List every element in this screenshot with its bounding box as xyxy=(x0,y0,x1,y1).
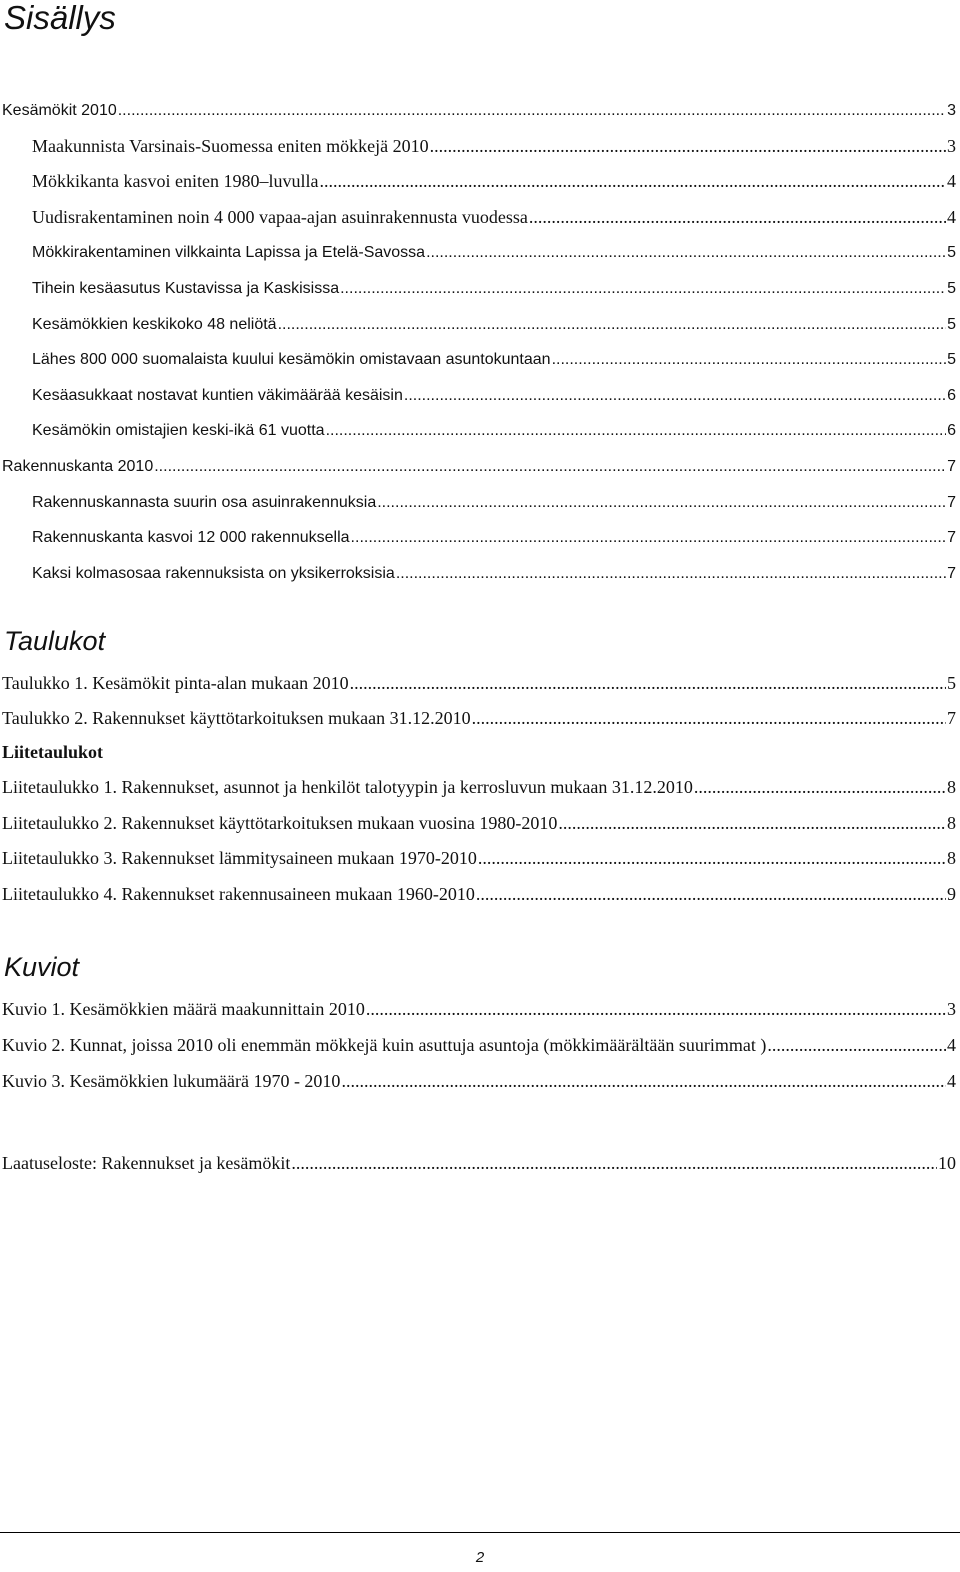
toc-entry[interactable]: Taulukko 2. Rakennukset käyttötarkoituksen mukaan 31.12.2010 ..... 7 xyxy=(0,701,956,736)
toc-entry[interactable]: Kuvio 3. Kesämökkien lukumäärä 1970 - 2010 ..... 4 xyxy=(0,1063,956,1099)
toc-entry[interactable]: Liitetaulukko 4. Rakennukset rakennusaineen mukaan 1960-2010 ..... 9 xyxy=(0,877,956,913)
toc-entry[interactable]: Kuvio 1. Kesämökkien määrä maakunnittain 2010 ..... 3 xyxy=(0,991,956,1027)
toc-entry[interactable]: Taulukko 1. Kesämökit pinta-alan mukaan 2010 ..... 5 xyxy=(0,666,956,701)
toc-entry[interactable]: Mökkikanta kasvoi eniten 1980–luvulla ..... 4 xyxy=(0,164,956,200)
contents-title: Sisällys xyxy=(4,0,116,36)
toc-entry[interactable]: Rakennuskannasta suurin osa asuinrakennuksia ..... 7 xyxy=(0,485,956,521)
toc-entry[interactable]: Laatuseloste: Rakennukset ja kesämökit ..... 10 xyxy=(0,1145,956,1181)
page-number: 2 xyxy=(475,1549,485,1566)
contents-list xyxy=(0,93,956,591)
tables-list xyxy=(0,666,956,736)
appendix-tables-list xyxy=(0,770,956,912)
toc-entry[interactable]: Kesämökkien keskikoko 48 neliötä ..... 5 xyxy=(0,307,956,343)
toc-entry[interactable]: Kaksi kolmasosaa rakennuksista on yksikerroksisia ..... 7 xyxy=(0,556,956,592)
figures-heading: Kuviot xyxy=(4,952,80,982)
toc-entry[interactable]: Maakunnista Varsinais-Suomessa eniten mökkejä 2010 ..... 3 xyxy=(0,129,956,165)
toc-entry[interactable]: Kuvio 2. Kunnat, joissa 2010 oli enemmän mökkejä kuin asuttuja asuntoja (mökkimäärältään suurimmat ) ..... 4 xyxy=(0,1027,956,1063)
toc-entry[interactable]: Kesäasukkaat nostavat kuntien väkimäärää kesäisin ..... 6 xyxy=(0,378,956,414)
toc-entry[interactable]: Lähes 800 000 suomalaista kuului kesämökin omistavaan asuntokuntaan ..... 5 xyxy=(0,342,956,378)
toc-entry[interactable]: Rakennuskanta 2010 ..... 7 xyxy=(0,449,956,485)
appendix-tables-heading: Liitetaulukot xyxy=(2,742,104,762)
toc-entry[interactable]: Kesämökin omistajien keski-ikä 61 vuotta ..... 6 xyxy=(0,413,956,449)
toc-entry[interactable]: Liitetaulukko 2. Rakennukset käyttötarkoituksen mukaan vuosina 1980-2010 ..... 8 xyxy=(0,806,956,842)
toc-entry[interactable]: Liitetaulukko 3. Rakennukset lämmitysaineen mukaan 1970-2010 ..... 8 xyxy=(0,841,956,877)
footer-divider xyxy=(0,1532,960,1533)
quality-list xyxy=(0,1145,956,1181)
tables-heading: Taulukot xyxy=(4,626,106,656)
toc-entry[interactable]: Liitetaulukko 1. Rakennukset, asunnot ja henkilöt talotyypin ja kerrosluvun mukaan 31.12.2010 ..... 8 xyxy=(0,770,956,806)
toc-entry[interactable]: Mökkirakentaminen vilkkainta Lapissa ja Etelä-Savossa ..... 5 xyxy=(0,235,956,271)
figures-list xyxy=(0,991,956,1099)
toc-entry[interactable]: Uudisrakentaminen noin 4 000 vapaa-ajan asuinrakennusta vuodessa ..... 4 xyxy=(0,200,956,236)
toc-entry[interactable]: Kesämökit 2010 ..... 3 xyxy=(0,93,956,129)
toc-entry[interactable]: Tihein kesäasutus Kustavissa ja Kaskisissa ..... 5 xyxy=(0,271,956,307)
toc-entry[interactable]: Rakennuskanta kasvoi 12 000 rakennuksella ..... 7 xyxy=(0,520,956,556)
